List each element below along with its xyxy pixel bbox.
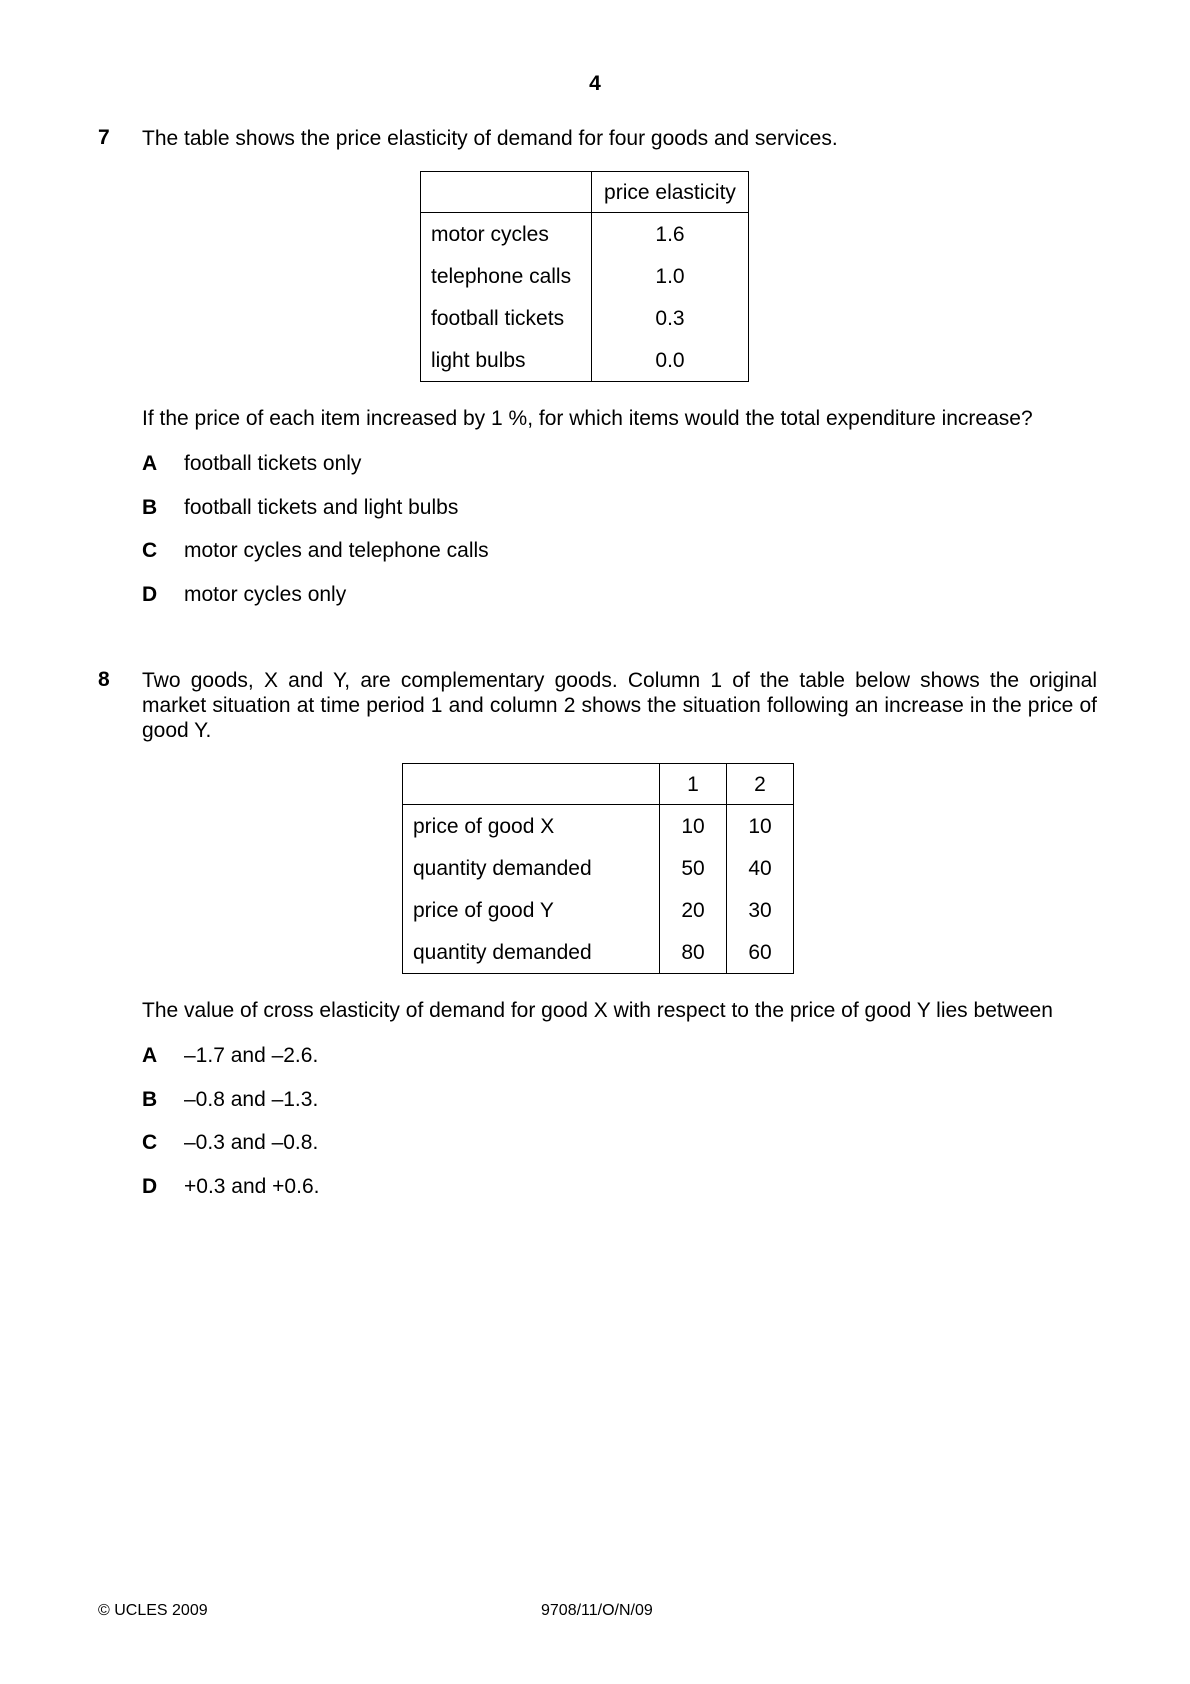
option-letter: A <box>142 452 158 475</box>
question-stem: The table shows the price elasticity of demand for four goods and services. <box>142 127 838 150</box>
elasticity-table <box>420 171 749 382</box>
table-cell: motor cycles <box>421 213 592 256</box>
option-text: motor cycles only <box>184 582 347 606</box>
question-number: 8 <box>98 668 110 691</box>
answer-option-b[interactable] <box>142 495 1097 539</box>
table-cell: quantity demanded <box>403 847 660 889</box>
table-row <box>403 889 794 931</box>
option-text: football tickets only <box>184 452 362 475</box>
table-row <box>403 847 794 889</box>
option-text: –0.3 and –0.8. <box>184 1131 319 1154</box>
table-row <box>403 931 794 974</box>
table-cell: 60 <box>727 931 794 974</box>
option-text: –0.8 and –1.3. <box>184 1087 319 1111</box>
option-text: motor cycles and telephone calls <box>184 539 489 562</box>
footer-copyright: © UCLES 2009 <box>98 1602 208 1619</box>
table-cell: 30 <box>727 889 794 931</box>
question-stem: Two goods, X and Y, are complementary goods. Column 1 of the table below shows the original market situation at time period 1 and column 2 shows the situation following an increase in the price of good Y. <box>142 669 1097 742</box>
table-row <box>421 339 749 382</box>
option-letter: D <box>142 582 158 606</box>
answer-option-c[interactable] <box>142 538 1097 582</box>
option-text: +0.3 and +0.6. <box>184 1174 320 1198</box>
table-header-row <box>421 172 749 213</box>
table-header-cell: 2 <box>727 764 794 805</box>
answer-options <box>142 451 1097 625</box>
table-cell: football tickets <box>421 297 592 339</box>
table-header-cell: price elasticity <box>592 172 749 213</box>
table-header-cell <box>403 764 660 805</box>
question-7 <box>98 126 1098 625</box>
complementary-goods-table <box>402 763 794 974</box>
answer-option-d[interactable] <box>142 1174 1097 1218</box>
page-number: 4 <box>589 72 601 95</box>
table-cell: price of good Y <box>403 889 660 931</box>
question-prompt: If the price of each item increased by 1 %, for which items would the total expenditure increase? <box>142 407 1033 430</box>
table-cell: 0.0 <box>592 339 749 382</box>
option-text: football tickets and light bulbs <box>184 495 459 519</box>
option-letter: C <box>142 539 158 562</box>
table-row <box>403 805 794 848</box>
table-header-row <box>403 764 794 805</box>
table-header-cell <box>421 172 592 213</box>
table-row <box>421 297 749 339</box>
answer-option-b[interactable] <box>142 1087 1097 1131</box>
table-cell: 80 <box>660 931 727 974</box>
option-letter: D <box>142 1174 158 1198</box>
question-8 <box>98 668 1098 1217</box>
table-header-cell: 1 <box>660 764 727 805</box>
table-cell: 1.0 <box>592 255 749 297</box>
answer-option-d[interactable] <box>142 582 1097 626</box>
table-cell: 10 <box>727 805 794 848</box>
table-row <box>421 213 749 256</box>
option-letter: B <box>142 495 158 519</box>
option-text: –1.7 and –2.6. <box>184 1044 319 1067</box>
table-cell: light bulbs <box>421 339 592 382</box>
answer-options <box>142 1043 1097 1217</box>
answer-option-c[interactable] <box>142 1130 1097 1174</box>
answer-option-a[interactable] <box>142 1043 1097 1087</box>
footer-paper-code: 9708/11/O/N/09 <box>541 1602 653 1619</box>
table-row <box>421 255 749 297</box>
table-cell: quantity demanded <box>403 931 660 974</box>
table-cell: 20 <box>660 889 727 931</box>
table-cell: telephone calls <box>421 255 592 297</box>
answer-option-a[interactable] <box>142 451 1097 495</box>
table-cell: 40 <box>727 847 794 889</box>
question-number: 7 <box>98 126 110 149</box>
table-cell: price of good X <box>403 805 660 848</box>
table-cell: 50 <box>660 847 727 889</box>
question-prompt: The value of cross elasticity of demand for good X with respect to the price of good Y lies between <box>142 999 1053 1022</box>
option-letter: C <box>142 1131 158 1154</box>
option-letter: B <box>142 1087 158 1111</box>
table-cell: 1.6 <box>592 213 749 256</box>
table-cell: 0.3 <box>592 297 749 339</box>
option-letter: A <box>142 1044 158 1067</box>
table-cell: 10 <box>660 805 727 848</box>
